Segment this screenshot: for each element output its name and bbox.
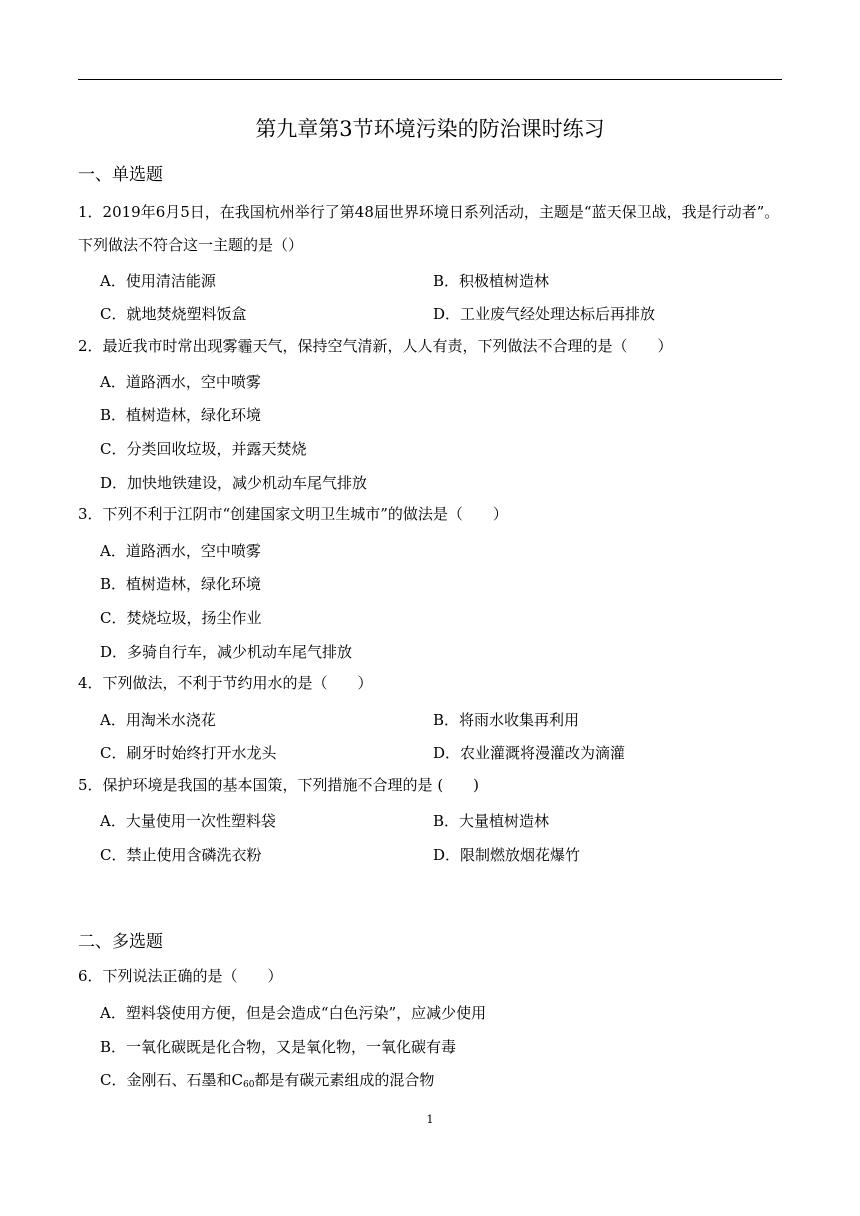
question-option: B．植树造林，绿化环境: [100, 575, 262, 593]
question-option: C．焚烧垃圾，扬尘作业: [100, 609, 262, 627]
question-option: [100, 1069, 434, 1090]
question-option: A．塑料袋使用方便，但是会造成“白色污染”，应减少使用: [100, 1004, 487, 1022]
question-option: B．一氧化碳既是化合物，又是氧化物，一氧化碳有毒: [100, 1038, 457, 1056]
question-option: A．道路洒水，空中喷雾: [100, 373, 261, 391]
question-option: D．加快地铁建设，减少机动车尾气排放: [100, 474, 368, 492]
question-option: C．禁止使用含磷洗衣粉: [100, 846, 262, 864]
question-option: D．多骑自行车，减少机动车尾气排放: [100, 643, 353, 661]
question-option: B．将雨水收集再利用: [433, 711, 580, 729]
question-option: C．就地焚烧塑料饭盒: [100, 305, 247, 323]
question-option: D．限制燃放烟花爆竹: [433, 846, 581, 864]
question-option: B．大量植树造林: [433, 812, 550, 830]
question-stem: 2．最近我市时常出现雾霾天气，保持空气清新，人人有责，下列做法不合理的是（ ）: [78, 337, 673, 355]
section-heading-multi: 二、多选题: [78, 932, 163, 952]
question-option: B．积极植树造林: [433, 272, 550, 290]
question-option: A．大量使用一次性塑料袋: [100, 812, 276, 830]
page-title: 第九章第3节环境污染的防治课时练习: [255, 117, 605, 141]
question-option: D．工业废气经处理达标后再排放: [433, 305, 656, 323]
question-option: A．用淘米水浇花: [100, 711, 216, 729]
option-text: C．金刚石、石墨和C: [100, 1071, 243, 1089]
question-option: C．分类回收垃圾，并露天焚烧: [100, 440, 307, 458]
subscript: 60: [242, 1080, 255, 1090]
question-stem: 3．下列不利于江阴市“创建国家文明卫生城市”的做法是（ ）: [78, 505, 508, 523]
option-text: 都是有碳元素组成的混合物: [254, 1071, 435, 1089]
question-stem: 4．下列做法，不利于节约用水的是（ ）: [78, 674, 373, 692]
question-option: D．农业灌溉将漫灌改为滴灌: [433, 744, 626, 762]
question-stem: 6．下列说法正确的是（ ）: [78, 967, 283, 985]
section-heading-single: 一、单选题: [78, 165, 163, 185]
page-number: 1: [426, 1113, 434, 1126]
question-option: A．道路洒水，空中喷雾: [100, 542, 261, 560]
question-stem: 5．保护环境是我国的基本国策，下列措施不合理的是 ( ): [78, 776, 480, 794]
question-stem: 1．2019年6月5日，在我国杭州举行了第48届世界环境日系列活动，主题是“蓝天保卫战，我是行动者”。下列做法不符合这一主题的是（）: [78, 203, 780, 254]
header-rule: [78, 79, 782, 80]
question-option: B．植树造林，绿化环境: [100, 406, 262, 424]
question-option: A．使用清洁能源: [100, 272, 216, 290]
question-option: C．刷牙时始终打开水龙头: [100, 744, 277, 762]
